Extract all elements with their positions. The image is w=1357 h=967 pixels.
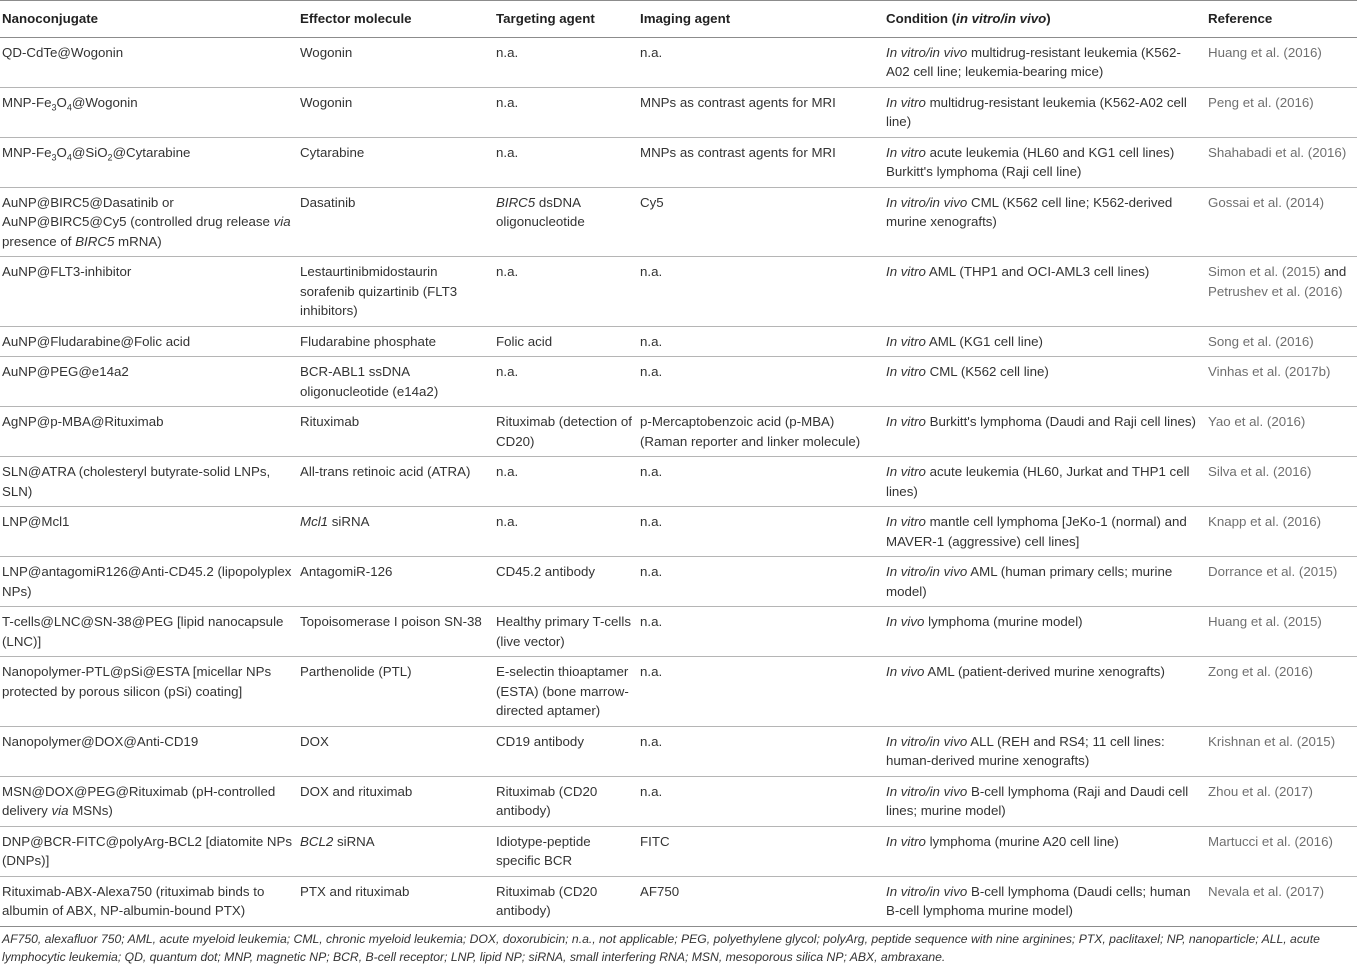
table-row [0, 257, 1357, 327]
cell-condition: In vitro acute leukemia (HL60, Jurkat and THP1 cell lines) [884, 457, 1206, 507]
cell-targeting: E-selectin thioaptamer (ESTA) (bone marrow-directed aptamer) [494, 657, 638, 727]
cell-nanoconjugate: MNP-$Fe_3O_4@Wogonin$ [0, 87, 298, 137]
cell-reference[interactable]: Yao et al. (2016) [1206, 407, 1357, 457]
header-targeting: Targeting agent [494, 1, 638, 38]
cell-effector: BCL2 siRNA [298, 826, 494, 876]
cell-reference[interactable]: Zhou et al. (2017) [1206, 776, 1357, 826]
cell-imaging: AF750 [638, 876, 884, 926]
cell-nanoconjugate: SLN@ATRA (cholesteryl butyrate-solid LNPs, SLN) [0, 457, 298, 507]
cell-imaging: n.a. [638, 357, 884, 407]
cell-effector: BCR-ABL1 ssDNA oligonucleotide (e14a2) [298, 357, 494, 407]
cell-effector: Cytarabine [298, 137, 494, 187]
table-row [0, 137, 1357, 187]
cell-nanoconjugate: AgNP@p-MBA@Rituximab [0, 407, 298, 457]
cell-reference[interactable]: Peng et al. (2016) [1206, 87, 1357, 137]
cell-reference[interactable]: Silva et al. (2016) [1206, 457, 1357, 507]
cell-condition: In vitro/in vivo B-cell lymphoma (Daudi cells; human B-cell lymphoma murine model) [884, 876, 1206, 926]
cell-imaging: Cy5 [638, 187, 884, 257]
cell-reference[interactable]: Nevala et al. (2017) [1206, 876, 1357, 926]
header-reference: Reference [1206, 1, 1357, 38]
cell-reference[interactable]: Shahabadi et al. (2016) [1206, 137, 1357, 187]
cell-targeting: BIRC5 dsDNA oligonucleotide [494, 187, 638, 257]
table-row [0, 87, 1357, 137]
cell-condition: In vivo AML (patient-derived murine xenografts) [884, 657, 1206, 727]
cell-reference[interactable]: Gossai et al. (2014) [1206, 187, 1357, 257]
table-row [0, 37, 1357, 87]
cell-targeting: n.a. [494, 137, 638, 187]
cell-effector: Mcl1 siRNA [298, 507, 494, 557]
table-row [0, 557, 1357, 607]
cell-reference[interactable]: Zong et al. (2016) [1206, 657, 1357, 727]
cell-targeting: n.a. [494, 37, 638, 87]
header-effector: Effector molecule [298, 1, 494, 38]
cell-targeting: Rituximab (CD20 antibody) [494, 876, 638, 926]
cell-reference: Simon et al. (2015) and Petrushev et al. (2016) [1206, 257, 1357, 327]
cell-condition: In vitro multidrug-resistant leukemia (K562-A02 cell line) [884, 87, 1206, 137]
cell-targeting: n.a. [494, 357, 638, 407]
cell-condition: In vivo lymphoma (murine model) [884, 607, 1206, 657]
cell-nanoconjugate: DNP@BCR-FITC@polyArg-BCL2 [diatomite NPs (DNPs)] [0, 826, 298, 876]
cell-nanoconjugate: T-cells@LNC@SN-38@PEG [lipid nanocapsule (LNC)] [0, 607, 298, 657]
cell-effector: Topoisomerase I poison SN-38 [298, 607, 494, 657]
cell-nanoconjugate: MNP-$Fe_3O_4@SiO_2@Cytarabine$ [0, 137, 298, 187]
table-row [0, 776, 1357, 826]
table-row [0, 326, 1357, 357]
cell-nanoconjugate: AuNP@BIRC5@Dasatinib or AuNP@BIRC5@Cy5 (controlled drug release via presence of BIRC5 mRNA) [0, 187, 298, 257]
cell-condition: In vitro/in vivo B-cell lymphoma (Raji and Daudi cell lines; murine model) [884, 776, 1206, 826]
cell-nanoconjugate: Rituximab-ABX-Alexa750 (rituximab binds to albumin of ABX, NP-albumin-bound PTX) [0, 876, 298, 926]
cell-effector: Wogonin [298, 37, 494, 87]
cell-targeting: n.a. [494, 257, 638, 327]
table-row [0, 726, 1357, 776]
cell-effector: Parthenolide (PTL) [298, 657, 494, 727]
cell-condition: In vitro/in vivo AML (human primary cells; murine model) [884, 557, 1206, 607]
cell-imaging: n.a. [638, 557, 884, 607]
cell-effector: All-trans retinoic acid (ATRA) [298, 457, 494, 507]
cell-targeting: Folic acid [494, 326, 638, 357]
cell-nanoconjugate: MSN@DOX@PEG@Rituximab (pH-controlled delivery via MSNs) [0, 776, 298, 826]
cell-imaging: MNPs as contrast agents for MRI [638, 87, 884, 137]
table-row [0, 657, 1357, 727]
cell-imaging: n.a. [638, 607, 884, 657]
cell-condition: In vitro/in vivo CML (K562 cell line; K562-derived murine xenografts) [884, 187, 1206, 257]
cell-nanoconjugate: LNP@antagomiR126@Anti-CD45.2 (lipopolyplex NPs) [0, 557, 298, 607]
reference-link[interactable]: Petrushev et al. (2016) [1208, 283, 1343, 299]
cell-targeting: CD45.2 antibody [494, 557, 638, 607]
cell-condition: In vitro AML (THP1 and OCI-AML3 cell lines) [884, 257, 1206, 327]
table-row [0, 607, 1357, 657]
cell-targeting: Idiotype-peptide specific BCR [494, 826, 638, 876]
cell-reference[interactable]: Vinhas et al. (2017b) [1206, 357, 1357, 407]
cell-condition: In vitro/in vivo multidrug-resistant leukemia (K562-A02 cell line; leukemia-bearing mice) [884, 37, 1206, 87]
cell-imaging: FITC [638, 826, 884, 876]
cell-reference[interactable]: Knapp et al. (2016) [1206, 507, 1357, 557]
header-row [0, 1, 1357, 38]
cell-reference[interactable]: Dorrance et al. (2015) [1206, 557, 1357, 607]
cell-targeting: Healthy primary T-cells (live vector) [494, 607, 638, 657]
cell-nanoconjugate: Nanopolymer@DOX@Anti-CD19 [0, 726, 298, 776]
cell-targeting: Rituximab (detection of CD20) [494, 407, 638, 457]
cell-targeting: CD19 antibody [494, 726, 638, 776]
cell-condition: In vitro acute leukemia (HL60 and KG1 cell lines) Burkitt's lymphoma (Raji cell line) [884, 137, 1206, 187]
cell-targeting: n.a. [494, 87, 638, 137]
cell-reference[interactable]: Huang et al. (2016) [1206, 37, 1357, 87]
cell-imaging: p-Mercaptobenzoic acid (p-MBA) (Raman reporter and linker molecule) [638, 407, 884, 457]
cell-imaging: MNPs as contrast agents for MRI [638, 137, 884, 187]
cell-targeting: Rituximab (CD20 antibody) [494, 776, 638, 826]
cell-effector: DOX [298, 726, 494, 776]
cell-nanoconjugate: AuNP@Fludarabine@Folic acid [0, 326, 298, 357]
cell-nanoconjugate: AuNP@PEG@e14a2 [0, 357, 298, 407]
table-row [0, 187, 1357, 257]
reference-link[interactable]: Simon et al. (2015) [1208, 264, 1321, 279]
cell-nanoconjugate: AuNP@FLT3-inhibitor [0, 257, 298, 327]
header-imaging: Imaging agent [638, 1, 884, 38]
table-row [0, 457, 1357, 507]
cell-effector: PTX and rituximab [298, 876, 494, 926]
cell-effector: DOX and rituximab [298, 776, 494, 826]
cell-imaging: n.a. [638, 457, 884, 507]
cell-reference[interactable]: Huang et al. (2015) [1206, 607, 1357, 657]
cell-effector: Lestaurtinibmidostaurin sorafenib quizartinib (FLT3 inhibitors) [298, 257, 494, 327]
cell-imaging: n.a. [638, 326, 884, 357]
cell-reference[interactable]: Song et al. (2016) [1206, 326, 1357, 357]
cell-nanoconjugate: Nanopolymer-PTL@pSi@ESTA [micellar NPs protected by porous silicon (pSi) coating] [0, 657, 298, 727]
cell-condition: In vitro mantle cell lymphoma [JeKo-1 (normal) and MAVER-1 (aggressive) cell lines] [884, 507, 1206, 557]
cell-imaging: n.a. [638, 726, 884, 776]
table-row [0, 407, 1357, 457]
cell-condition: In vitro lymphoma (murine A20 cell line) [884, 826, 1206, 876]
cell-condition: In vitro AML (KG1 cell line) [884, 326, 1206, 357]
cell-imaging: n.a. [638, 257, 884, 327]
cell-imaging: n.a. [638, 657, 884, 727]
cell-nanoconjugate: LNP@Mcl1 [0, 507, 298, 557]
cell-condition: In vitro/in vivo ALL (REH and RS4; 11 cell lines: human-derived murine xenografts) [884, 726, 1206, 776]
cell-effector: Fludarabine phosphate [298, 326, 494, 357]
cell-reference[interactable]: Krishnan et al. (2015) [1206, 726, 1357, 776]
cell-imaging: n.a. [638, 776, 884, 826]
table-row [0, 507, 1357, 557]
header-condition: Condition (in vitro/in vivo) [884, 1, 1206, 38]
cell-imaging: n.a. [638, 507, 884, 557]
cell-targeting: n.a. [494, 457, 638, 507]
cell-effector: AntagomiR-126 [298, 557, 494, 607]
cell-reference[interactable]: Martucci et al. (2016) [1206, 826, 1357, 876]
cell-effector: Wogonin [298, 87, 494, 137]
cell-imaging: n.a. [638, 37, 884, 87]
table-row [0, 826, 1357, 876]
table-footnote: AF750, alexafluor 750; AML, acute myeloid leukemia; CML, chronic myeloid leukemia; DOX, doxorubicin; n.a., not applicable; PEG, polyethylene glycol; polyArg, peptide sequence with nine arginines; PTX, paclitaxel; NP, nanoparticle; ALL, acute lymphocytic leukemia; QD, quantum dot; MNP, magnetic NP; BCR, B-cell receptor; LNP, lipid NP; siRNA, small interfering RNA; MSN, mesoporous silica NP; ABX, ambraxane. [2, 931, 1320, 964]
cell-condition: In vitro Burkitt's lymphoma (Daudi and Raji cell lines) [884, 407, 1206, 457]
table-row [0, 357, 1357, 407]
cell-condition: In vitro CML (K562 cell line) [884, 357, 1206, 407]
header-nanoconjugate: Nanoconjugate [0, 1, 298, 38]
cell-nanoconjugate: QD-CdTe@Wogonin [0, 37, 298, 87]
cell-effector: Rituximab [298, 407, 494, 457]
cell-effector: Dasatinib [298, 187, 494, 257]
cell-targeting: n.a. [494, 507, 638, 557]
table-row [0, 876, 1357, 926]
